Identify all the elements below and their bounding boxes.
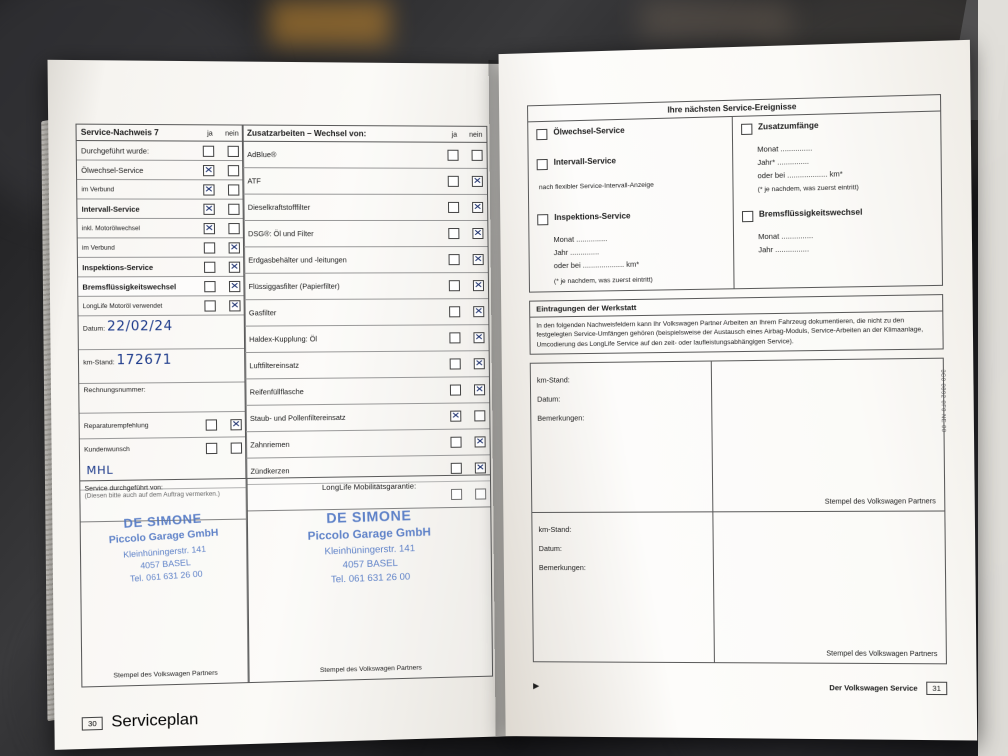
table-row[interactable]: [78, 219, 244, 238]
checkbox-nein[interactable]: [229, 242, 240, 253]
checkbox-ja[interactable]: [204, 261, 215, 272]
checkbox-ja[interactable]: [204, 300, 215, 311]
field-label: Rechnungsnummer:: [83, 386, 146, 395]
field-bemerkungen[interactable]: Bemerkungen:: [538, 562, 586, 572]
table-row[interactable]: [244, 273, 488, 300]
table-header: [77, 125, 243, 142]
row-label: im Verbund: [81, 185, 115, 193]
option-label: Inspektions-Service: [554, 211, 631, 223]
option-label: Zusatzumfänge: [757, 120, 819, 132]
row-label: Bremsflüssigkeitswechsel: [82, 281, 177, 292]
checkbox-ja[interactable]: [450, 384, 461, 395]
field-km-stand[interactable]: km-Stand:: [536, 375, 570, 385]
mobility-warranty-box: [245, 474, 493, 683]
row-label: Reifenfüllflasche: [249, 386, 304, 397]
checkbox-ja[interactable]: [203, 145, 214, 156]
field-datum[interactable]: [79, 315, 246, 350]
checkbox-ja[interactable]: [203, 203, 214, 214]
checkbox-nein[interactable]: [231, 442, 242, 453]
workshop-records: [530, 358, 947, 665]
warranty-title: LongLife Mobilitätsgarantie:: [321, 481, 417, 492]
checkbox-nein[interactable]: [473, 332, 484, 343]
checkbox-ja[interactable]: [449, 332, 460, 343]
stamp-caption: Stempel des Volkswagen Partners: [824, 498, 936, 507]
checkbox-nein[interactable]: [229, 280, 240, 291]
checkbox-ja[interactable]: [451, 463, 462, 474]
row-label: Inspektions-Service: [82, 262, 154, 272]
checkbox-nein[interactable]: [472, 202, 483, 213]
row-label: im Verbund: [81, 244, 115, 252]
checkbox-ja[interactable]: [203, 184, 214, 195]
stamp-city: 4057 BASEL: [139, 556, 192, 571]
stamp-street: Kleinhüningerstr. 141: [324, 543, 416, 558]
field-kundenwunsch[interactable]: [80, 437, 246, 460]
checkbox-nein[interactable]: [473, 306, 484, 317]
field-km-stand[interactable]: [79, 349, 246, 384]
table-row[interactable]: [243, 195, 487, 221]
field-label: Reparaturempfehlung: [83, 421, 149, 430]
checkbox-inspektion[interactable]: [537, 214, 548, 225]
right-page-footer: [533, 680, 947, 696]
footnote: (Diesen bitte auch auf dem Auftrag vermerken.): [80, 487, 247, 521]
footer-text: Der Volkswagen Service: [829, 683, 918, 694]
col-ja: ja: [451, 131, 458, 139]
print-code: 3C0 0892 0F0 NE 00: [939, 369, 947, 433]
row-label: Zündkerzen: [250, 466, 290, 476]
checkbox-bremsfluessigkeit[interactable]: [741, 211, 752, 222]
service-nachweis-table: [75, 124, 247, 523]
checkbox-ja[interactable]: [204, 223, 215, 234]
option-oelwechsel-service[interactable]: [536, 123, 723, 140]
checkbox-nein[interactable]: [475, 462, 486, 473]
stamp-name: DE SIMONE: [123, 511, 203, 531]
page-number: 30: [82, 716, 103, 730]
footnote: (* je nachdem, was zuerst eintritt): [757, 184, 859, 194]
row-label: Zahnriemen: [250, 439, 290, 450]
service-booklet: [58, 31, 965, 740]
field-reparaturempfehlung[interactable]: [80, 412, 246, 439]
checkbox-ja[interactable]: [206, 419, 217, 430]
col-ja: ja: [207, 130, 213, 138]
door-panel-strip: [978, 0, 1008, 756]
table-row[interactable]: [77, 141, 243, 161]
table-row[interactable]: [78, 277, 244, 297]
left-page: [47, 60, 517, 750]
row-label: AdBlue®: [247, 149, 277, 160]
checkbox-oelwechsel[interactable]: [536, 129, 547, 140]
footnote: (* je nachdem, was zuerst eintritt): [553, 276, 653, 286]
dealer-stamp-left: [79, 506, 249, 588]
row-label: Haldex-Kupplung: Öl: [249, 334, 318, 344]
option-inspektions-service[interactable]: [537, 209, 724, 225]
page-label: Serviceplan: [111, 710, 199, 731]
checkbox-nein[interactable]: [228, 223, 239, 234]
row-label: Erdgasbehälter und -leitungen: [248, 255, 347, 265]
intervall-note: nach flexibler Service-Intervall-Anzeige: [538, 181, 654, 192]
row-label: Dieselkraftstofffilter: [247, 202, 311, 212]
service-by-label: Service durchgeführt von:: [84, 484, 163, 493]
right-page: [499, 40, 978, 741]
next-service-left-column: [528, 117, 734, 292]
table-row[interactable]: [77, 180, 243, 200]
row-label: ATF: [247, 176, 261, 186]
checkbox-intervall[interactable]: [537, 159, 548, 170]
next-service-events-box: [527, 94, 943, 293]
checkbox-nein[interactable]: [474, 410, 485, 421]
checkbox-nein[interactable]: [474, 358, 485, 369]
stamp-caption: Stempel des Volkswagen Partners: [319, 664, 422, 675]
checkbox-ja[interactable]: [449, 254, 460, 265]
field-rechnungsnummer[interactable]: [79, 382, 246, 413]
checkbox-ja[interactable]: [450, 411, 461, 422]
table-row[interactable]: [243, 142, 487, 169]
table-row[interactable]: [244, 247, 488, 274]
table-row[interactable]: [245, 299, 489, 327]
field-jahr[interactable]: Jahr ..............: [553, 247, 600, 258]
next-service-right-column: [732, 112, 942, 289]
stamp-name: DE SIMONE: [326, 506, 412, 527]
field-oder-bei-km[interactable]: oder bei .................... km*: [553, 259, 640, 271]
checkbox-ja[interactable]: [204, 281, 215, 292]
left-page-footer: [82, 711, 199, 733]
checkbox-nein[interactable]: [474, 384, 485, 395]
field-value-handwritten: 172671: [116, 352, 173, 369]
row-label: LongLife Motoröl verwendet: [82, 302, 163, 310]
arrow-icon: ▶: [533, 681, 540, 691]
option-bremsfluessigkeitswechsel[interactable]: [741, 206, 932, 222]
option-label: Bremsflüssigkeitswechsel: [758, 207, 863, 219]
page-number: 31: [926, 682, 947, 695]
row-label: Gasfilter: [248, 308, 277, 318]
table-row[interactable]: [245, 325, 489, 353]
workshop-entry[interactable]: [531, 359, 945, 512]
checkbox-ja[interactable]: [206, 442, 217, 453]
table-row[interactable]: [78, 296, 244, 316]
checkbox-nein[interactable]: [228, 165, 239, 176]
field-datum[interactable]: Datum:: [537, 394, 561, 404]
table-header: [243, 126, 487, 143]
checkbox-ja[interactable]: [203, 165, 214, 176]
stamp-caption: Stempel des Volkswagen Partners: [113, 669, 218, 680]
workshop-entries-box: [529, 294, 944, 355]
checkbox-ja[interactable]: [447, 150, 458, 161]
checkbox-ja[interactable]: [204, 242, 215, 253]
dealer-stamp-right: [246, 502, 492, 590]
checkbox-nein[interactable]: [473, 254, 484, 265]
table-row[interactable]: [246, 403, 490, 432]
field-monat[interactable]: Monat ...............: [553, 234, 608, 245]
section-title: Ihre nächsten Service-Ereignisse: [528, 95, 940, 122]
table-row[interactable]: [243, 168, 487, 195]
checkbox-ja[interactable]: [448, 228, 459, 239]
table-row[interactable]: [244, 221, 488, 247]
service-by-box: [79, 478, 249, 688]
row-label: Flüssiggasfilter (Papierfilter): [248, 281, 340, 292]
checkbox-nein[interactable]: [228, 145, 239, 156]
table-row[interactable]: [245, 377, 489, 406]
stamp-company: Piccolo Garage GmbH: [307, 526, 432, 544]
option-label: Intervall-Service: [553, 156, 617, 167]
checkbox-nein[interactable]: [473, 280, 484, 291]
table-row[interactable]: [78, 258, 244, 278]
zusatzarbeiten-table: [242, 125, 492, 512]
extra-title: Zusatzarbeiten – Wechsel von:: [246, 128, 367, 139]
stamp-city: 4057 BASEL: [342, 557, 398, 571]
checkbox-zusatzumfaenge[interactable]: [741, 124, 752, 135]
table-row[interactable]: [246, 429, 490, 458]
checkbox-nein[interactable]: [228, 184, 239, 195]
checkbox-ja[interactable]: [448, 176, 459, 187]
option-intervall-service[interactable]: [537, 154, 724, 171]
checkbox-ja[interactable]: [450, 437, 461, 448]
col-nein: nein: [469, 131, 483, 139]
checkbox-ja[interactable]: [450, 358, 461, 369]
field-oder-bei-km[interactable]: oder bei ................... km*: [757, 169, 843, 181]
field-label: Kundenwunsch: [84, 445, 130, 454]
col-nein: nein: [225, 130, 239, 138]
kundenwunsch-value-handwritten: MHL: [86, 463, 114, 478]
field-bemerkungen[interactable]: Bemerkungen:: [537, 413, 585, 423]
row-label: Intervall-Service: [81, 204, 140, 214]
table-row[interactable]: [77, 161, 243, 181]
row-label: Durchgeführt wurde:: [80, 145, 150, 156]
checkbox-nein[interactable]: [228, 203, 239, 214]
workshop-description: In den folgenden Nachweisfeldern kann Ihr Volkswagen Partner Arbeiten an Ihrem Fahrzeug dokumentieren, die nicht zu den festgelegten Service-Umfängen gehören (beispielsweise der Austausch eines Airbag-Moduls, Service-Arbeiten an der Klimaanlage, Umcodierung des LongLife Service auf den zeit- oder laufleistungsabhängigen Service).: [536, 317, 924, 349]
stamp-company: Piccolo Garage GmbH: [108, 527, 219, 547]
checkbox-nein[interactable]: [472, 176, 483, 187]
checkbox-nein[interactable]: [472, 150, 483, 161]
table-row[interactable]: [245, 351, 489, 379]
checkbox-ja[interactable]: [449, 306, 460, 317]
row-label: inkl. Motorölwechsel: [81, 224, 141, 232]
checkbox-nein[interactable]: [229, 300, 240, 311]
stamp-street: Kleinhüningerstr. 141: [122, 543, 207, 560]
checkbox-ja[interactable]: [449, 280, 460, 291]
workshop-entry[interactable]: [532, 511, 946, 664]
stamp-caption: Stempel des Volkswagen Partners: [826, 650, 938, 659]
field-monat[interactable]: Monat ...............: [757, 143, 813, 154]
field-jahr[interactable]: Jahr* ...............: [757, 156, 810, 168]
checkbox-nein[interactable]: [229, 261, 240, 272]
section-title: Service-Nachweis 7: [80, 127, 159, 138]
entry-divider: [711, 362, 714, 512]
option-label: Ölwechsel-Service: [553, 125, 625, 137]
field-datum[interactable]: Datum:: [538, 543, 562, 554]
table-row[interactable]: [77, 199, 243, 218]
stamp-phone: Tel. 061 631 26 00: [330, 570, 411, 586]
checkbox-nein[interactable]: [472, 228, 483, 239]
row-label: Luftfiltereinsatz: [249, 360, 300, 371]
table-row[interactable]: [78, 238, 244, 258]
checkbox-nein[interactable]: [475, 436, 486, 447]
entry-divider: [712, 513, 715, 663]
stamp-phone: Tel. 061 631 26 00: [129, 568, 203, 584]
row-label: Staub- und Pollenfiltereinsatz: [249, 412, 346, 424]
field-monat[interactable]: Monat ...............: [758, 230, 814, 242]
field-value-handwritten: 22/02/24: [106, 318, 173, 335]
checkbox-nein[interactable]: [230, 419, 241, 430]
field-jahr[interactable]: Jahr ................: [758, 244, 810, 255]
checkbox-ja[interactable]: [448, 202, 459, 213]
row-label: Ölwechsel-Service: [81, 165, 144, 175]
option-zusatzumfaenge[interactable]: [741, 118, 932, 135]
workshop-title: Eintragungen der Werkstatt: [530, 295, 942, 318]
field-km-stand[interactable]: km-Stand:: [538, 525, 572, 535]
row-label: DSG®: Öl und Filter: [247, 229, 314, 239]
field-label: Datum:: [82, 325, 106, 333]
field-label: km-Stand:: [83, 359, 115, 367]
